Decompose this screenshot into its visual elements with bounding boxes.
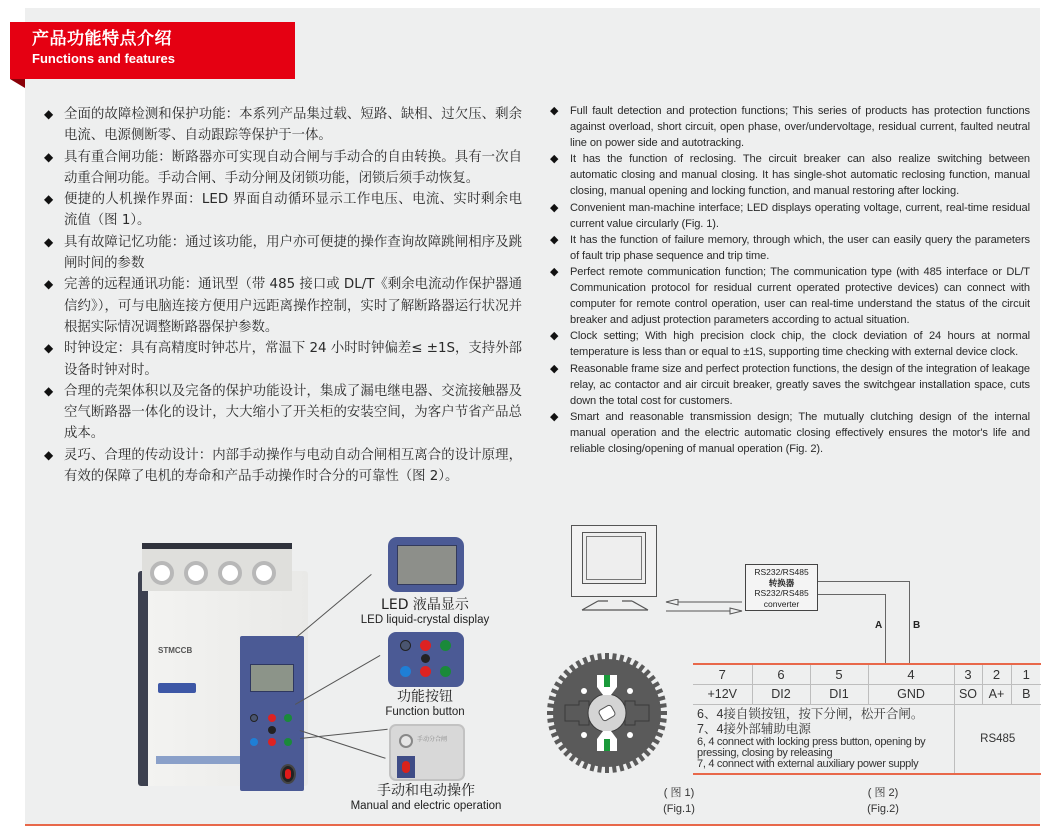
- pin-signal: SO: [954, 684, 982, 704]
- function-button: [250, 714, 258, 722]
- wiring-note-en: 6, 4 connect with locking press button, opening by pressing, closing by releasing: [697, 735, 926, 759]
- wire-b: [818, 581, 909, 582]
- pin-number: 3: [954, 664, 982, 684]
- wire-a: [818, 594, 885, 595]
- feature-item: ◆ It has the function of failure memory, through which, the user can easily query the parameters of fault trip phase sequence and trip time.: [548, 232, 1030, 264]
- feature-item: ◆ 具有重合闸功能：断路器亦可实现自动合闸与手动合的自由转换。具有一次自动重合闸功能。手动合闸、手动分闸及闭锁功能，闭锁后须手动恢复。: [42, 147, 522, 190]
- pin-signal: DI2: [752, 684, 810, 704]
- converter-label: RS232/RS485: [754, 567, 809, 577]
- control-panel: [240, 636, 304, 791]
- feature-item: ◆ Full fault detection and protection functions; This series of products has protection functions against overload, short circuit, open phase, over/undervoltage, residual current, faulted neutral line on power side and autotracking.: [548, 103, 1030, 151]
- lcd-display-inset: [388, 537, 464, 592]
- caption-function-button: [350, 689, 500, 719]
- fig2-caption-zh: ( 图 2): [867, 787, 899, 799]
- fig1-caption-zh: ( 图 1): [663, 787, 695, 799]
- feature-list-zh: [42, 104, 522, 487]
- wire-a: [885, 594, 886, 663]
- function-button: [420, 640, 431, 651]
- caption-lcd: [350, 597, 500, 627]
- rs485-label: RS485: [954, 704, 1041, 774]
- wire-b: [909, 581, 910, 663]
- pin-signal: B: [1011, 684, 1041, 704]
- feature-item: ◆ 合理的壳架体积以及完备的保护功能设计，集成了漏电继电器、交流接触器及空气断路器一体化的设计，大大缩小了开关柜的安装空间，为客户节省产品总成本。: [42, 381, 522, 445]
- fig1-caption-en: (Fig.1): [663, 803, 695, 815]
- pin-number: 1: [1011, 664, 1041, 684]
- function-button: [440, 640, 451, 651]
- function-button: [400, 640, 411, 651]
- pin-signal-row: [693, 684, 1041, 704]
- feature-item: ◆ Reasonable frame size and perfect protection functions, the design of the integration of leakage relay, ac contactor and air circuit breaker, greatly saves the switchgear installation space, cuts down the total cost for customers.: [548, 361, 1030, 409]
- feature-item: ◆ Convenient man-machine interface; LED displays operating voltage, current, real-time residual current value circularly (Fig. 1).: [548, 200, 1030, 232]
- function-button: [284, 714, 292, 722]
- fig2-caption: [858, 785, 908, 817]
- feature-item: ◆ Perfect remote communication function; The communication type (with 485 interface or DL/T Communication protocol for residual current operated protective devices) can connect with computer for remote control operation, user can real-time understand the status of the circuit breaker and adjust protection parameters according to actual situation.: [548, 264, 1030, 328]
- feature-item: ◆ Clock setting; With high precision clock chip, the clock deviation of 24 hours at normal temperature is less than or equal to ±1S, supporting time checking with external device clock.: [548, 328, 1030, 360]
- function-button: [420, 666, 431, 677]
- pin-signal: A+: [982, 684, 1011, 704]
- pin-number: 6: [752, 664, 810, 684]
- function-button: [268, 738, 276, 746]
- manual-operation-inset: [389, 724, 465, 781]
- pin-number: 2: [982, 664, 1011, 684]
- terminal-block: [142, 543, 292, 591]
- wiring-note-zh: 7、4接外部辅助电源: [697, 721, 811, 736]
- pin-number: 5: [810, 664, 868, 684]
- terminal-hole: [218, 561, 242, 585]
- function-button: [284, 738, 292, 746]
- wire-a-label: A: [875, 620, 883, 631]
- ribbon-fold-decoration: [10, 79, 25, 88]
- terminal-hole: [184, 561, 208, 585]
- manual-toggle-switch: [280, 764, 296, 784]
- function-button: [440, 666, 451, 677]
- function-buttons-inset: [388, 632, 464, 687]
- computer-monitor-icon: [571, 525, 657, 597]
- lcd-display: [250, 664, 294, 692]
- feature-item: ◆ Smart and reasonable transmission design; The mutually clutching design of the internal manual operation and the electric automatic closing effectively ensures the motor's life and reliable closing/opening of manual operation (Fig. 2).: [548, 409, 1030, 457]
- pin-number-row: [693, 664, 1041, 684]
- feature-item: ◆ 灵巧、合理的传动设计：内部手动操作与电动自动合闸相互离合的设计原理，有效的保障了电机的寿命和产品手动操作时合分的可靠性（图 2）。: [42, 445, 522, 488]
- caption-en: Manual and electric operation: [350, 800, 502, 812]
- feature-item: ◆ 全面的故障检测和保护功能：本系列产品集过载、短路、缺相、过欠压、剩余电流、电源侧断零、自动跟踪等保护于一体。: [42, 104, 522, 147]
- section-header: [10, 22, 295, 79]
- breaker-housing: [138, 571, 308, 786]
- terminal-hole: [252, 561, 276, 585]
- caption-zh: LED 液晶显示: [381, 597, 469, 613]
- rs232-rs485-converter: [745, 564, 818, 611]
- caption-manual-electric: [340, 783, 512, 813]
- caption-en: LED liquid-crystal display: [360, 614, 490, 626]
- brand-label: STMCCB: [158, 646, 193, 655]
- function-button: [250, 738, 258, 746]
- pin-number: 4: [868, 664, 954, 684]
- terminal-pin-table: [693, 663, 1041, 775]
- function-button: [400, 666, 411, 677]
- converter-label: RS232/RS485: [754, 588, 809, 599]
- status-badge: [158, 683, 196, 693]
- terminal-hole: [150, 561, 174, 585]
- feature-item: ◆ 时钟设定：具有高精度时钟芯片，常温下 24 小时时钟偏差≤ ±1S，支持外部设备时钟对时。: [42, 338, 522, 381]
- wiring-note-zh: 6、4接自锁按钮，按下分闸，松开合闸。: [697, 706, 924, 721]
- pin-signal: GND: [868, 684, 954, 704]
- converter-label: converter: [763, 598, 800, 609]
- maker-label-bar: [156, 756, 246, 764]
- rotary-knob-icon: [399, 734, 413, 748]
- pin-number: 7: [693, 664, 752, 684]
- fig1-caption: [657, 785, 701, 817]
- wiring-note-en: 7, 4 connect with external auxiliary power supply: [697, 757, 919, 770]
- pin-notes-row: [693, 704, 1041, 774]
- pin-signal: +12V: [693, 684, 752, 704]
- function-button: [268, 726, 276, 734]
- wiring-notes: [693, 704, 954, 774]
- up-arrow-button: [421, 654, 430, 663]
- caption-zh: 功能按钮: [397, 689, 453, 705]
- circuit-breaker-image: [132, 543, 342, 788]
- function-button: [268, 714, 276, 722]
- gear-mechanism-icon: [545, 651, 669, 775]
- bottom-divider: [25, 824, 1040, 826]
- toggle-switch-icon: [397, 756, 415, 778]
- fig2-caption-en: (Fig.2): [867, 803, 899, 815]
- manual-panel-label: 手动分合闸: [417, 736, 448, 743]
- feature-item: ◆ 具有故障记忆功能：通过该功能，用户亦可便捷的操作查询故障跳闸相序及跳闸时间的参数: [42, 232, 522, 275]
- bidirectional-arrow-icon: [664, 599, 744, 615]
- section-title-zh: 产品功能特点介绍: [32, 29, 172, 49]
- monitor-screen: [582, 532, 646, 584]
- section-title-en: Functions and features: [32, 51, 176, 66]
- wire-b-label: B: [913, 620, 921, 631]
- converter-label: 转换器: [768, 577, 795, 588]
- caption-zh: 手动和电动操作: [377, 783, 475, 799]
- feature-item: ◆ It has the function of reclosing. The circuit breaker can also realize switching between automatic closing and manual closing. It has single-shot automatic reclosing function, manual closing, manual opening and locking function, and manual restoring after locking.: [548, 151, 1030, 199]
- caption-en: Function button: [385, 706, 465, 718]
- feature-list-en: [548, 103, 1030, 457]
- monitor-stand-icon: [578, 599, 652, 611]
- pin-signal: DI1: [810, 684, 868, 704]
- feature-item: ◆ 完善的远程通讯功能：通讯型（带 485 接口或 DL/T《剩余电流动作保护器通信约》），可与电脑连接方便用户远距离操作控制，实时了解断路器运行状况并根据实际情况调整断路器保护参数。: [42, 274, 522, 338]
- feature-item: ◆ 便捷的人机操作界面：LED 界面自动循环显示工作电压、电流、实时剩余电流值（图 1）。: [42, 189, 522, 232]
